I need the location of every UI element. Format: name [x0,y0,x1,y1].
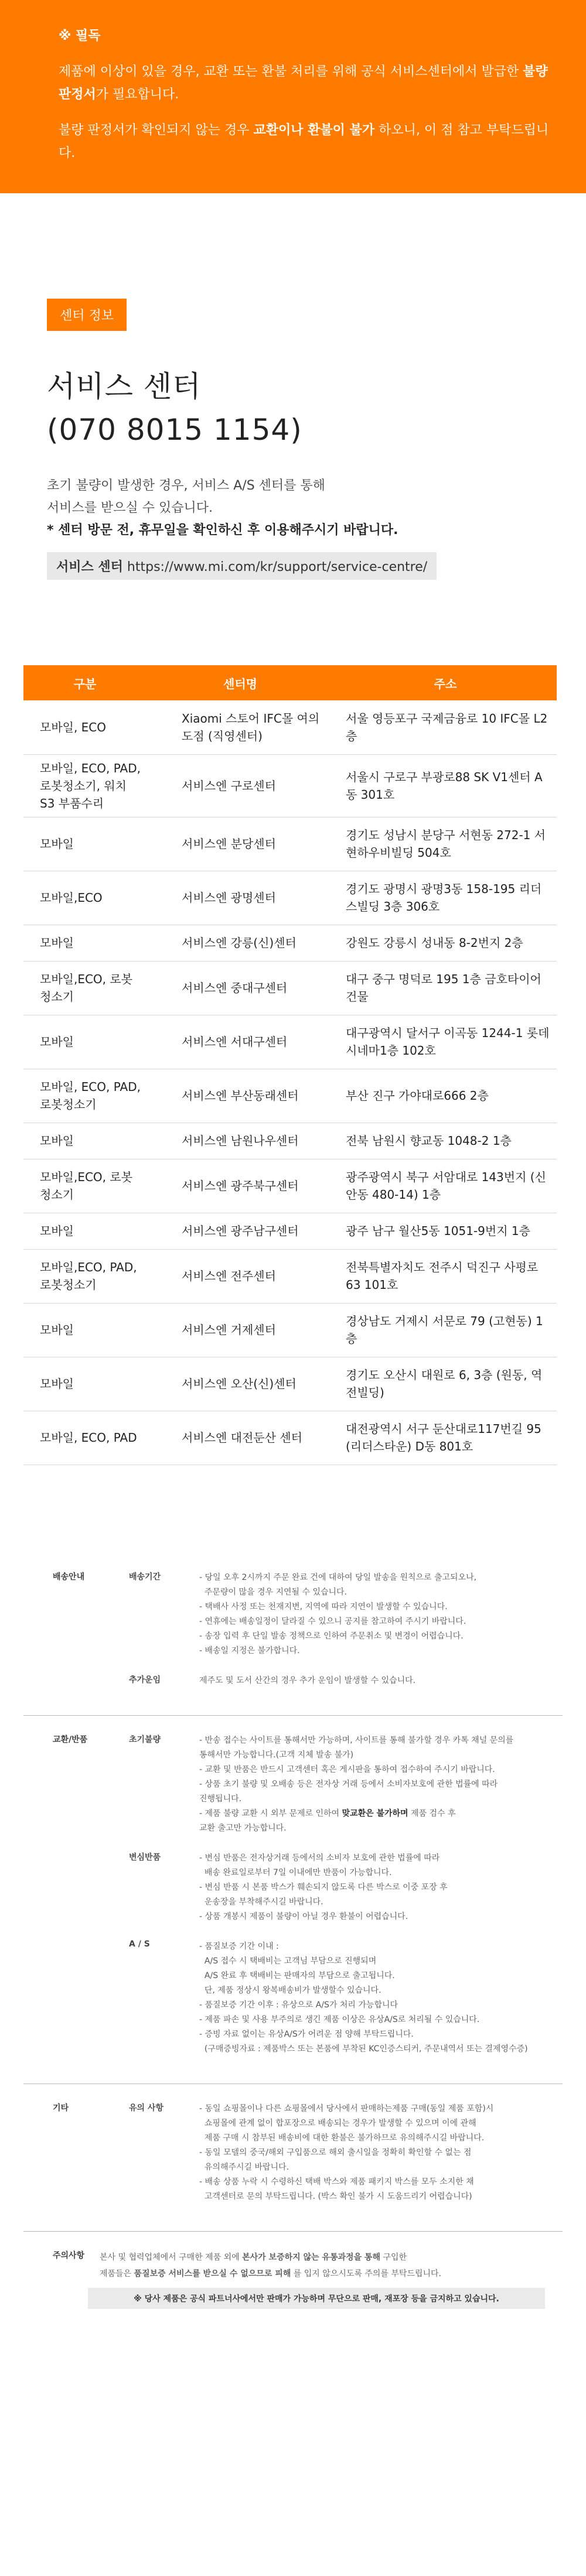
caution-text: 제품들은 [100,2269,134,2279]
policy-line: A/S 완료 후 택배비는 판매자의 부담으로 출고됩니다. [199,1971,395,1980]
table-row [23,961,557,1015]
cell-category: 모바일 [23,1015,146,1069]
caution-bold: 품질보증 서비스를 받으실 수 없으므로 피해 [134,2269,291,2279]
policy-line: - 제품 파손 및 사용 부주의로 생긴 제품 이상은 유상A/S로 처리될 수 있습니다. [199,2014,480,2024]
cell-center-name: 서비스엔 광명센터 [146,871,334,925]
cell-category: 모바일,ECO, 로봇청소기 [23,1159,146,1213]
cell-center-name: 서비스엔 분당센터 [146,817,334,871]
policy-line: 고객센터로 문의 부탁드립니다. (박스 확인 불가 시 도움드리기 어렵습니다) [199,2191,472,2201]
center-desc-line2: 서비스를 받으실 수 있습니다. [47,501,213,515]
center-desc-line1: 초기 불량이 발생한 경우, 서비스 A/S 센터를 통해 [47,478,325,493]
table-row [23,1069,557,1123]
policy-line: - 교환 및 반품은 반드시 고객센터 혹은 게시판을 통하여 접수하여 주시기 바랍니다. [199,1764,495,1774]
cell-category: 모바일,ECO, 로봇청소기 [23,961,146,1015]
policy-subcategory: 추가운임 [129,1675,161,1685]
table-row [23,1303,557,1357]
policy-line: - 연휴에는 배송일정이 달라질 수 있으니 공지를 참고하여 주시기 바랍니다. [199,1616,466,1626]
policy-caution [23,2232,563,2336]
policy-line: - 배송일 지정은 불가합니다. [199,1646,300,1655]
cell-address: 경상남도 거제시 서문로 79 (고현동) 1층 [334,1303,557,1357]
policy-line: - 당일 오후 2시까지 주문 완료 건에 대하여 당일 발송을 원칙으로 출고되오나, [199,1572,477,1582]
policy-line: - 송장 입력 후 단일 발송 정책으로 인하여 주문취소 및 변경이 어렵습니다. [199,1631,464,1641]
policy-line: - 상품 초기 불량 및 오배송 등은 전자상 거래 등에서 소비자보호에 관한 법률에 따라 [199,1779,498,1789]
cell-center-name: 서비스엔 대전둔산 센터 [146,1411,334,1465]
policy-line: - 품질보증 기간 이후 : 유상으로 A/S가 처리 가능합니다 [199,2000,398,2010]
table-row [23,1159,557,1213]
notice-paragraph-1 [59,60,551,106]
cell-address: 경기도 오산시 대원로 6, 3층 (원동, 역전빌딩) [334,1357,557,1411]
policy-etc [23,2084,563,2232]
cell-center-name: 서비스엔 부산동래센터 [146,1069,334,1123]
center-phone: (070 8015 1154) [47,413,302,447]
policy-exchange [23,1716,563,2084]
policy-line: 제주도 및 도서 산간의 경우 추가 운임이 발생할 수 있습니다. [199,1675,416,1685]
policy-category: 교환/반품 [53,1735,88,1744]
cell-address: 부산 진구 가야대로666 2층 [334,1069,557,1123]
policy-line: - 변심 반품 시 본품 박스가 훼손되지 않도록 다른 박스로 이중 포장 후 [199,1882,448,1892]
cell-address: 대전광역시 서구 둔산대로117번길 95 (리더스타운) D동 801호 [334,1411,557,1465]
cell-address: 대구 중구 명덕로 195 1층 금호타이어 건물 [334,961,557,1015]
notice-p1-bold: 불량 판정서 [59,64,548,102]
policy-line: 통해서만 가능합니다.(고객 지체 발송 불가) [199,1750,354,1760]
caution-text: 를 입지 않으시도록 주의를 부탁드립니다. [291,2269,441,2279]
table-row [23,1213,557,1249]
policy-line: - 택배사 사정 또는 천재지변, 지역에 따라 지연이 발생할 수 있습니다. [199,1602,448,1612]
table-row [23,1015,557,1069]
policy-line-pre: - 제품 불량 교환 시 외부 문제로 인하여 [199,1808,342,1818]
notice-p2-bold: 교환이나 환불이 불가 [253,123,375,138]
policy-line: 주문량이 많을 경우 지연될 수 있습니다. [199,1587,347,1597]
cell-center-name: 서비스엔 광주북구센터 [146,1159,334,1213]
cell-category: 모바일 [23,817,146,871]
caution-line-2 [88,2266,563,2282]
policy-delivery [23,1553,563,1716]
table-row [23,1357,557,1411]
policy-line: - 품질보증 기간 이내 : [199,1941,279,1951]
header-center-name: 센터명 [146,665,334,700]
center-info-section [0,193,586,580]
policy-line: - 변심 반품은 전자상거래 등에서의 소비자 보호에 관한 법률에 따라 [199,1853,440,1863]
policy-line: 운송장을 부착해주시길 바랍니다. [199,1897,323,1907]
caution-box: ※ 당사 제품은 공식 파트너사에서만 판매가 가능하며 무단으로 판매, 재포장 등을 금지하고 있습니다. [88,2288,545,2309]
caution-line-1 [88,2249,563,2266]
cell-category: 모바일, ECO [23,700,146,754]
cell-center-name: 서비스엔 중대구센터 [146,961,334,1015]
cell-address: 경기도 성남시 분당구 서현동 272-1 서현하우비빌딩 504호 [334,817,557,871]
policy-text [188,1571,563,1658]
policy-line: - 동일 모델의 중국/해외 구입품으로 해외 출시일을 정확히 확인할 수 없는 점 [199,2147,472,2157]
policy-line: 유의해주시길 바랍니다. [199,2162,289,2172]
policy-line: - 반송 접수는 사이트를 통해서만 가능하며, 사이트를 통해 불가할 경우 카톡 채널 문의를 [199,1735,514,1745]
policy-line: - 동일 쇼핑몰이나 다른 쇼핑몰에서 당사에서 판매하는제품 구매(동일 제품 포함)시 [199,2103,494,2113]
caution-bold: 본사가 보증하지 않는 유통과정을 통해 [242,2252,380,2262]
cell-address: 대구광역시 달서구 이곡동 1244-1 롯데시네마1층 102호 [334,1015,557,1069]
policy-line: 단, 제품 정상시 왕복배송비가 발생할수 있습니다. [199,1985,381,1995]
cell-category: 모바일,ECO, PAD, 로봇청소기 [23,1249,146,1303]
policy-line: 제품 구매 시 참부된 배송비에 대한 환불은 불가하므로 유의해주시길 바랍니다. [199,2133,485,2143]
policy-text [188,1939,563,2057]
table-row [23,925,557,961]
table-row [23,1249,557,1303]
cell-category: 모바일, ECO, PAD, 로봇청소기 [23,1069,146,1123]
table-row [23,1123,557,1159]
policy-subcategory: 초기불량 [129,1735,161,1744]
center-visit-note: * 센터 방문 전, 휴무일을 확인하신 후 이용해주시기 바랍니다. [47,523,398,538]
notice-p2-pre: 불량 판정서가 확인되지 않는 경우 [59,123,254,138]
policy-line [199,1807,563,1821]
cell-center-name: 서비스엔 강릉(신)센터 [146,925,334,961]
policy-text [188,1851,563,1924]
policy-text [188,1733,563,1836]
cell-category: 모바일, ECO, PAD [23,1411,146,1465]
notice-p1-post: 가 필요합니다. [96,87,179,102]
cell-category: 모바일 [23,1213,146,1249]
cell-address: 광주 남구 월산5동 1051-9번지 1층 [334,1213,557,1249]
cell-center-name: Xiaomi 스토어 IFC몰 여의도점 (직영센터) [146,700,334,754]
policy-line: 배송 완료일로부터 7일 이내에만 반품이 가능합니다. [199,1867,392,1877]
cell-address: 전북특별자치도 전주시 덕진구 사평로 63 101호 [334,1249,557,1303]
policy-line-bold: 맞교환은 불가하며 [342,1808,408,1818]
caution-text: 본사 및 협력업체에서 구매한 제품 외에 [100,2252,243,2262]
table-header-row [23,665,557,700]
policy-line-post: 제품 검수 후 [408,1808,456,1818]
center-description [47,475,557,519]
cell-address: 광주광역시 북구 서암대로 143번지 (신안동 480-14) 1층 [334,1159,557,1213]
cell-category: 모바일 [23,1357,146,1411]
cell-address: 경기도 광명시 광명3동 158-195 리더스빌딩 3층 306호 [334,871,557,925]
center-url-box [47,552,437,580]
center-info-tag: 센터 정보 [47,299,127,331]
table-row [23,700,557,754]
notice-title: ※ 필독 [59,29,101,43]
cell-center-name: 서비스엔 구로센터 [146,754,334,817]
policy-subcategory: 변심반품 [129,1852,161,1862]
notice-paragraph-2 [59,119,551,165]
policy-line: - 증빙 자료 없이는 유상A/S가 어려운 점 양해 부탁드립니다. [199,2029,414,2039]
cell-center-name: 서비스엔 거제센터 [146,1303,334,1357]
policy-line: 쇼핑몰에 관계 없이 합포장으로 배송되는 경우가 발생할 수 있으며 이에 관해 [199,2118,476,2128]
center-title [47,365,557,451]
center-title-line1: 서비스 센터 [47,370,202,403]
cell-category: 모바일,ECO [23,871,146,925]
table-row [23,817,557,871]
table-row [23,871,557,925]
policy-line: A/S 접수 시 택배비는 고객님 부담으로 진행되며 [199,1956,377,1966]
cell-center-name: 서비스엔 남원나우센터 [146,1123,334,1159]
cell-address: 강원도 강릉시 성내동 8-2번지 2층 [334,925,557,961]
policy-line: 교환 출고만 가능합니다. [199,1823,287,1833]
center-url-label: 서비스 센터 [56,560,123,574]
center-url-link[interactable]: https://www.mi.com/kr/support/service-centre/ [127,560,428,574]
cell-address: 서울시 구로구 부광로88 SK V1센터 A동 301호 [334,754,557,817]
policy-subcategory: A / S [129,1939,150,1949]
policy-category: 배송안내 [53,1572,85,1582]
policy-text [188,1674,563,1688]
center-table [23,665,557,1465]
header-address: 주소 [334,665,557,700]
cell-category: 모바일, ECO, PAD, 로봇청소기, 워치S3 부품수리 [23,754,146,817]
notice-p1-pre: 제품에 이상이 있을 경우, 교환 또는 환불 처리를 위해 공식 서비스센터에서 발급한 [59,64,523,79]
cell-address: 전북 남원시 향교동 1048-2 1층 [334,1123,557,1159]
policy-category: 기타 [53,2103,69,2113]
notice-banner [0,0,586,193]
cell-address: 서울 영등포구 국제금융로 10 IFC몰 L2층 [334,700,557,754]
cell-category: 모바일 [23,925,146,961]
policy-text [188,2102,563,2204]
policy-line: (구매증빙자료 : 제품박스 또는 본품에 부착된 KC인증스티커, 주문내역서 또는 결제영수증) [199,2044,528,2054]
table-row [23,1411,557,1465]
policy-category: 주의사항 [53,2250,85,2260]
policy-subcategory: 유의 사항 [129,2103,163,2113]
cell-center-name: 서비스엔 서대구센터 [146,1015,334,1069]
cell-center-name: 서비스엔 광주남구센터 [146,1213,334,1249]
cell-center-name: 서비스엔 오산(신)센터 [146,1357,334,1411]
caution-text: 구입한 [380,2252,407,2262]
cell-category: 모바일 [23,1303,146,1357]
policy-line: - 배송 상품 누락 시 수령하신 택배 박스와 제품 패키지 박스를 모두 소지한 채 [199,2177,474,2187]
policy-subcategory: 배송기간 [129,1572,161,1582]
table-row [23,754,557,817]
header-category: 구분 [23,665,146,700]
notice-p2-post: 하오니, 이 점 참고 부탁드립니다. [59,123,549,160]
cell-center-name: 서비스엔 전주센터 [146,1249,334,1303]
policy-section [23,1553,563,2336]
cell-category: 모바일 [23,1123,146,1159]
policy-line: 진행됩니다. [199,1794,242,1804]
policy-line: - 상품 개봉시 제품이 불량이 아닐 경우 환불이 어렵습니다. [199,1911,408,1921]
